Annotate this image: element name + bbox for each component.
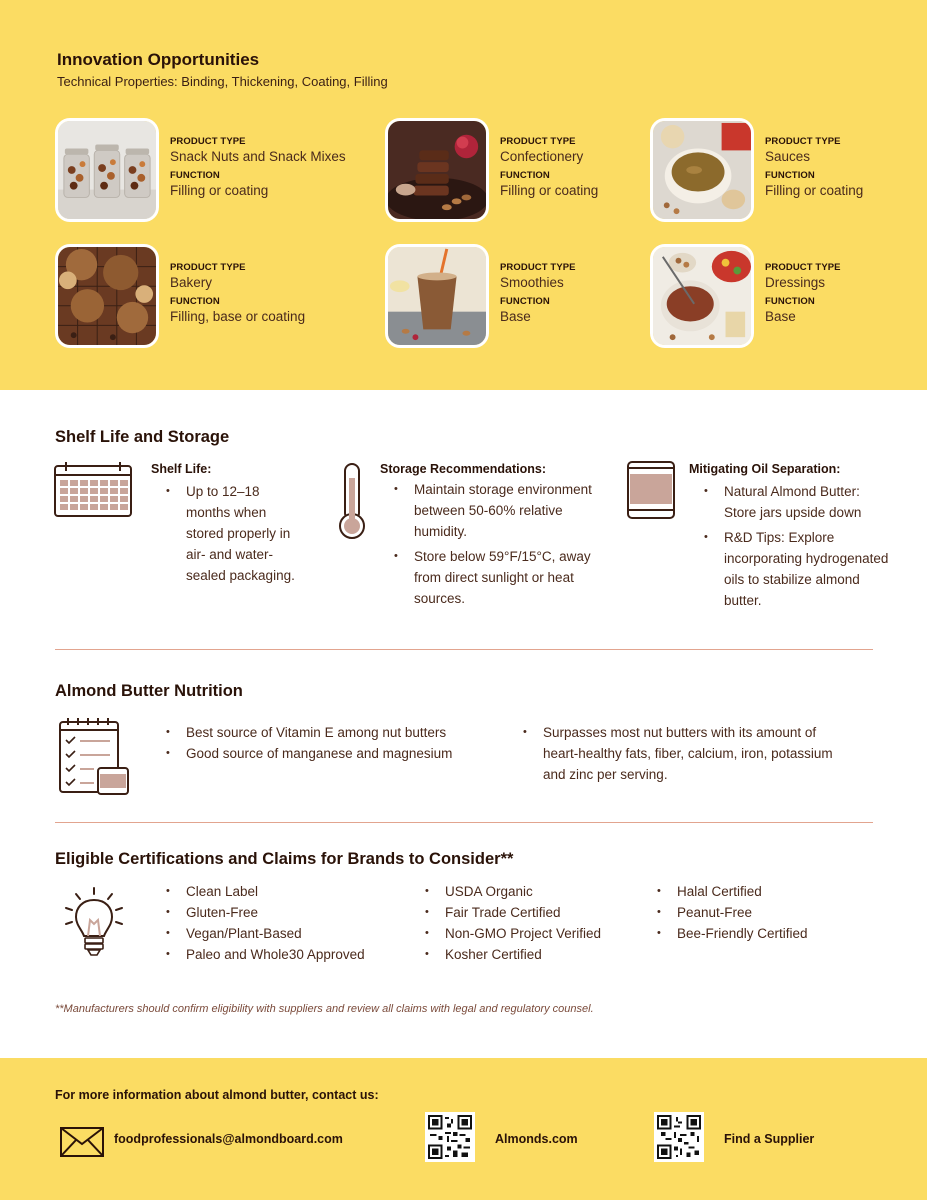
- product-type-value: Smoothies: [500, 275, 564, 290]
- function-label: FUNCTION: [765, 296, 815, 307]
- function-label: FUNCTION: [765, 170, 815, 181]
- innovation-title: Innovation Opportunities: [57, 50, 260, 69]
- certifications-heading: Eligible Certifications and Claims for Brands to Consider**: [55, 850, 514, 868]
- list-item: • Non-GMO Project Verified: [423, 923, 643, 944]
- list-item: • Vegan/Plant-Based: [164, 923, 404, 944]
- product-card-dressings: [650, 244, 927, 348]
- calendar-icon: [54, 462, 134, 518]
- list-item: • USDA Organic: [423, 881, 643, 902]
- product-type-value: Sauces: [765, 149, 811, 164]
- confectionery-photo: [385, 118, 489, 222]
- function-label: FUNCTION: [170, 170, 220, 181]
- function-value: Filling or coating: [170, 183, 269, 198]
- list-item: • Gluten-Free: [164, 902, 404, 923]
- product-type-label: PRODUCT TYPE: [765, 136, 841, 147]
- contact-title: For more information about almond butter, contact us:: [55, 1088, 379, 1102]
- product-card-sauces: [650, 118, 927, 222]
- function-value: Base: [500, 309, 531, 324]
- product-type-label: PRODUCT TYPE: [500, 262, 576, 273]
- divider: [55, 649, 873, 650]
- list-item: • Clean Label: [164, 881, 404, 902]
- product-type-label: PRODUCT TYPE: [170, 262, 246, 273]
- oil-separation-title: Mitigating Oil Separation:: [689, 462, 841, 476]
- list-item: • Halal Certified: [655, 881, 875, 902]
- function-value: Filling or coating: [765, 183, 864, 198]
- list-item: • R&D Tips: Explore incorporating hydrogenated oils to stabilize almond butter.: [702, 527, 892, 611]
- oil-separation-list: [702, 481, 892, 615]
- product-type-label: PRODUCT TYPE: [170, 136, 246, 147]
- list-item: • Store below 59°F/15°C, away from direct sunlight or heat sources.: [392, 546, 592, 609]
- function-label: FUNCTION: [170, 296, 220, 307]
- nutrition-left-list: [164, 722, 504, 764]
- divider: [55, 822, 873, 823]
- storage-title: Storage Recommendations:: [380, 462, 547, 476]
- dressings-photo: [650, 244, 754, 348]
- innovation-subtitle: Technical Properties: Binding, Thickening, Coating, Filling: [57, 74, 388, 89]
- snack-nuts-photo: [55, 118, 159, 222]
- lightbulb-icon: [62, 886, 126, 958]
- product-type-value: Confectionery: [500, 149, 584, 164]
- checklist-icon: [58, 716, 132, 796]
- function-value: Filling or coating: [500, 183, 599, 198]
- list-item: • Best source of Vitamin E among nut butters: [164, 722, 504, 743]
- storage-list: [392, 479, 592, 613]
- certifications-list-1: [164, 881, 404, 965]
- smoothies-photo: [385, 244, 489, 348]
- email-link[interactable]: foodprofessionals@almondboard.com: [114, 1132, 343, 1146]
- list-item: • Kosher Certified: [423, 944, 643, 965]
- footnote: **Manufacturers should confirm eligibility with suppliers and review all claims with legal and regulatory counsel.: [55, 1003, 594, 1015]
- list-item: • Fair Trade Certified: [423, 902, 643, 923]
- product-type-label: PRODUCT TYPE: [500, 136, 576, 147]
- envelope-icon: [60, 1127, 104, 1157]
- shelf-life-title: Shelf Life:: [151, 462, 212, 476]
- product-type-value: Dressings: [765, 275, 826, 290]
- list-item: • Good source of manganese and magnesium: [164, 743, 504, 764]
- list-item: • Up to 12–18 months when stored properly in air- and water-sealed packaging.: [164, 481, 304, 586]
- website-qr-code[interactable]: [425, 1112, 475, 1162]
- function-value: Filling, base or coating: [170, 309, 306, 324]
- product-card-bakery: [55, 244, 375, 348]
- list-item: • Bee-Friendly Certified: [655, 923, 875, 944]
- list-item: • Paleo and Whole30 Approved: [164, 944, 404, 965]
- sauces-photo: [650, 118, 754, 222]
- list-item: • Natural Almond Butter: Store jars upside down: [702, 481, 892, 523]
- nutrition-heading: Almond Butter Nutrition: [55, 682, 243, 700]
- function-value: Base: [765, 309, 796, 324]
- shelf-life-list: [164, 481, 304, 590]
- certifications-list-3: [655, 881, 875, 944]
- product-type-value: Snack Nuts and Snack Mixes: [170, 149, 346, 164]
- list-item: • Peanut-Free: [655, 902, 875, 923]
- supplier-qr-code[interactable]: [654, 1112, 704, 1162]
- shelf-life-heading: Shelf Life and Storage: [55, 428, 230, 446]
- certifications-list-2: [423, 881, 643, 965]
- jar-icon: [626, 460, 676, 520]
- product-card-snack-nuts: [55, 118, 375, 222]
- function-label: FUNCTION: [500, 170, 550, 181]
- list-item: • Maintain storage environment between 50-60% relative humidity.: [392, 479, 592, 542]
- product-type-label: PRODUCT TYPE: [765, 262, 841, 273]
- website-link[interactable]: Almonds.com: [495, 1132, 578, 1146]
- function-label: FUNCTION: [500, 296, 550, 307]
- product-type-value: Bakery: [170, 275, 213, 290]
- nutrition-right-list: [521, 722, 841, 789]
- bakery-photo: [55, 244, 159, 348]
- find-supplier-link[interactable]: Find a Supplier: [724, 1132, 815, 1146]
- list-item: • Surpasses most nut butters with its amount of heart-healthy fats, fiber, calcium, iron, potassium and zinc per serving.: [521, 722, 841, 785]
- thermometer-icon: [336, 462, 368, 542]
